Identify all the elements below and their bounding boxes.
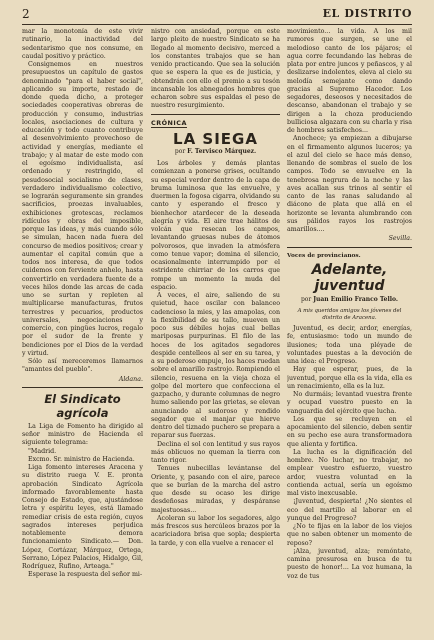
- paragraph: Declina el sol con lentitud y sus rayos más oblicuos no queman la tierra con tanto rigor.: [151, 440, 280, 464]
- masthead: EL DISTRITO: [322, 7, 412, 20]
- article-signature: Sevilla.: [388, 235, 412, 243]
- column-3: [287, 28, 412, 626]
- byline-prefix: por: [174, 147, 188, 155]
- article-byline: [287, 296, 412, 304]
- column-2: [151, 28, 280, 626]
- paragraph: Los árboles y demás plantas comienzan a ponerse grises, ocultando su especial verdor dentro de la capa de bruma luminosa que las envuelve, y duermen la fogosa cigarra, olvidando su canto y esperando el fresco y bienhechor atardecer de la deseada alegría y vida. El aire trae hálitos de volcán que resecan los campos, levantando gruesas nubes de átomos polvorosos, que invaden la atmósfera como tenue vapor; domina el silencio, ocasionalmente interrumpido por el estridente chirriar de los carros que rompe un momento la muda del espacio.: [151, 160, 280, 291]
- paragraph: ¿No te fijas en la labor de los viejos que no saben obtener un momento de reposo?: [287, 523, 412, 547]
- page-number: 2: [22, 7, 30, 21]
- paragraph: Los que se recluyen en el apocamiento del silencio, deben sentir en su pecho ese aura transformadora que alienta y fortifica.: [287, 415, 412, 448]
- paragraph: Acoleran su labor los segadores, algo más frescos sus hercúleos brazos por la acariciadora brisa que sopla; despierta la tarde, y con ella vuelve a renacer el: [151, 514, 280, 547]
- paragraph: Juventud, es decir, ardor, energías, fe, entusiasmo: todo un mundo de ilusiones; toda una pléyade de voluntades puestas a la devoción de una idea: el Progreso.: [287, 325, 412, 365]
- author-name: F. Tervisco Márquez.: [187, 147, 257, 155]
- paragraph: Sólo así mereceremos llamarnos "amantes del pueblo".: [22, 358, 143, 374]
- paragraph: movimiento... la vida. A los mil rumores que surgen, se une el melodioso canto de los pájaros; el agua corre fecundando las hebras de plata por entre juncos y peñascos, y al deslizarse indolentes, eleva al cielo su melodía semejante como dando gracias al Supremo Hacedor. Los segadores, deseosos y necesitados de descanso, abandonan el trabajo y se dirigen a la choza produciendo bulliciosa algazara con su charla y risa de hombres satisfechos...: [287, 28, 412, 134]
- paragraph: Consignemos en nuestros presupuestos un capítulo de gastos denominado "para el haber social", aplicando su importe, restado de donde queda dicho, a proteger sociedades cooperativas obreras de producción y consumo, industrias locales, asociaciones de cultura y educación y todo cuanto contribuye al desenvolvimiento provechoso de actividad y energías, mediante el trabajo; y al matar de este modo con el egoísmo individualista, así ordenado y restringido, el pesudosocial socialismo de clases, verdadero individualismo colectivo, se lograrán seguramente sin grandes sacrificios, proezas invaluables, exhibiciones grotescas, reclamos ridículos y obras del imposible, porque las ideas, y más cuando sólo se simulan, hacen nada fuera del concurso de medios positivos; crear y aumentar el capital común que a todos nos interesa, de que todos cuidemos con ferviente anhelo, hasta convertirlo en verdadera fuente de a veces hilos donde las arcas de cada uno se surtan y repleten al multiplicarse manufacturas, frutos terrestres y pecuarios, productos universales, negociaciones y comercio, con pingües lucros, regalo por el sudor de la frente y bendiciones por el Dios de la verdad y virtud.: [22, 61, 143, 357]
- telegram-quote: "Madrid.: [28, 447, 57, 455]
- divider: [22, 387, 143, 388]
- column-1: [22, 28, 143, 626]
- section-label: Voces de provincianos.: [287, 252, 361, 259]
- article-signature: Aldana.: [118, 375, 143, 383]
- paragraph: nistro con ansiedad, porque en este largo pleito de nuestro Sindicato se ha llegado al momento decisivo, merced a los constantes trabajos que se han venido practicando. Que sea la solución que se espera la que es de justicia, y obtendrán con ello el premio a su tesón incansable los abnegados hombres que echaron sobre sus espaldas el peso de nuestro resurgimiento.: [151, 28, 280, 110]
- paragraph: La lucha es la dignificación del hombre. No luchar, no trabajar, no emplear vuestro esfuerzo, vuestro ardor, vuestra voluntad en la contienda actual, sería un egoísmo mal visto inexcusable.: [287, 448, 412, 497]
- article-byline: [151, 148, 280, 156]
- paragraph: mar la monotonía de este vivir rutinario, la inactividad del sedentarismo que nos consume, en caudal positivo y práctico.: [22, 28, 143, 60]
- paragraph: Tenues nubecillas levántanse del Oriente, y, pasando con el aire, parece que se burlan de la marcha del astro que desde su ocaso les dirige desdeñosas miradas, y despáranse majestuosas...: [151, 465, 280, 514]
- sindicato-headline: El Sindicato agrícola: [44, 391, 121, 420]
- section-label: CRÓNICA: [151, 118, 187, 127]
- paragraph: A veces, el aire, saliendo de su quietud, hace oscilar con balanceo cadencioso la mies, y las amapolas, con la flexibilidad de su tallo, mueven un poco sus débiles hojas cual bellas mariposas purpurinas. El filo de las hoces de los agitados segadores despide centelleos al ser en su tarea, y a su poderoso empuje, los haces ruedan sobre el amarillo rastrojo. Rompiendo el silencio, resuena en la vieja choza el golpe del mortero que confecciona el gazpacho, y durante columnas de negro humo saliendo por las grietas, se elevan anunciando al sudoroso y rendido segador que el manjar que hierve dentro del tiznado puchero se prepara a reparar sus fuerzas.: [151, 292, 280, 440]
- paragraph: ¡Alza, juventud, alza; remóntate, camina presurosa en busca de tu puesto de honor!... La voz humana, la voz de tus: [287, 547, 412, 580]
- divider: [287, 247, 412, 248]
- paragraph: La Liga de Fomento ha dirigido al señor ministro de Hacienda el siguiente telegrama:: [22, 422, 143, 447]
- divider: [151, 114, 280, 115]
- dedication: A mis queridos amigos los jóvenes del distrito de Aracena.: [297, 308, 402, 321]
- byline-prefix: por: [300, 295, 314, 303]
- page-header: [22, 6, 412, 25]
- paragraph: Hay que esperar, pues, de la juventud, porque ella es la vida, ella es un renacimiento, ella es la luz.: [287, 366, 412, 390]
- article-title: LA SIEGA: [173, 129, 258, 148]
- paragraph: Excmo. Sr. ministro de Hacienda.: [28, 455, 135, 463]
- author-name: Juan Emilio Franco Tello.: [313, 295, 399, 303]
- paragraph: Liga fomento intereses Aracena y su distrito ruega V. E. pronta aprobación Sindicato Agrícola informado favorablemente hasta Consejo de Estado, que, ajustándose letra y espíritu leyes, está llamado remediar crisis de esta región, cuyos sagrados intereses perjudica notablemente demora funcionamiento Sindicato.— Don. López, Cortázar, Márquez, Ortega, Serrano, López Palacios, Hidalgo, Gil, Rodríguez, Rufino, Arteaga.": [22, 464, 143, 570]
- paragraph: No durmáis; levantad vuestra frente y ocupad vuestro puesto en la vanguardia del ejército que lucha.: [287, 391, 412, 415]
- paragraph: Esperase la respuesta del señor mi-: [28, 571, 143, 579]
- paragraph: Anochece; ya empiezan a dibujarse en el firmamento algunos luceros; ya el azul del cielo se hace más denso, llenando de sombras el suelo de los campos. Todo se envuelve en la tenebrosa negrura de la noche y las aves acallan sus trinos al sentir el canto de las ranas saludando al diácono de plata que allá en el horizonte se levanta alumbrando con sus pálidos rayos los rastrojos amarillos....: [287, 135, 412, 233]
- adelante-headline: Adelante, juventud: [311, 261, 388, 294]
- paragraph: ¡Juventud, despierta! ¿No sientes el eco del martillo al laborar en el yunque del Progreso?: [287, 498, 412, 522]
